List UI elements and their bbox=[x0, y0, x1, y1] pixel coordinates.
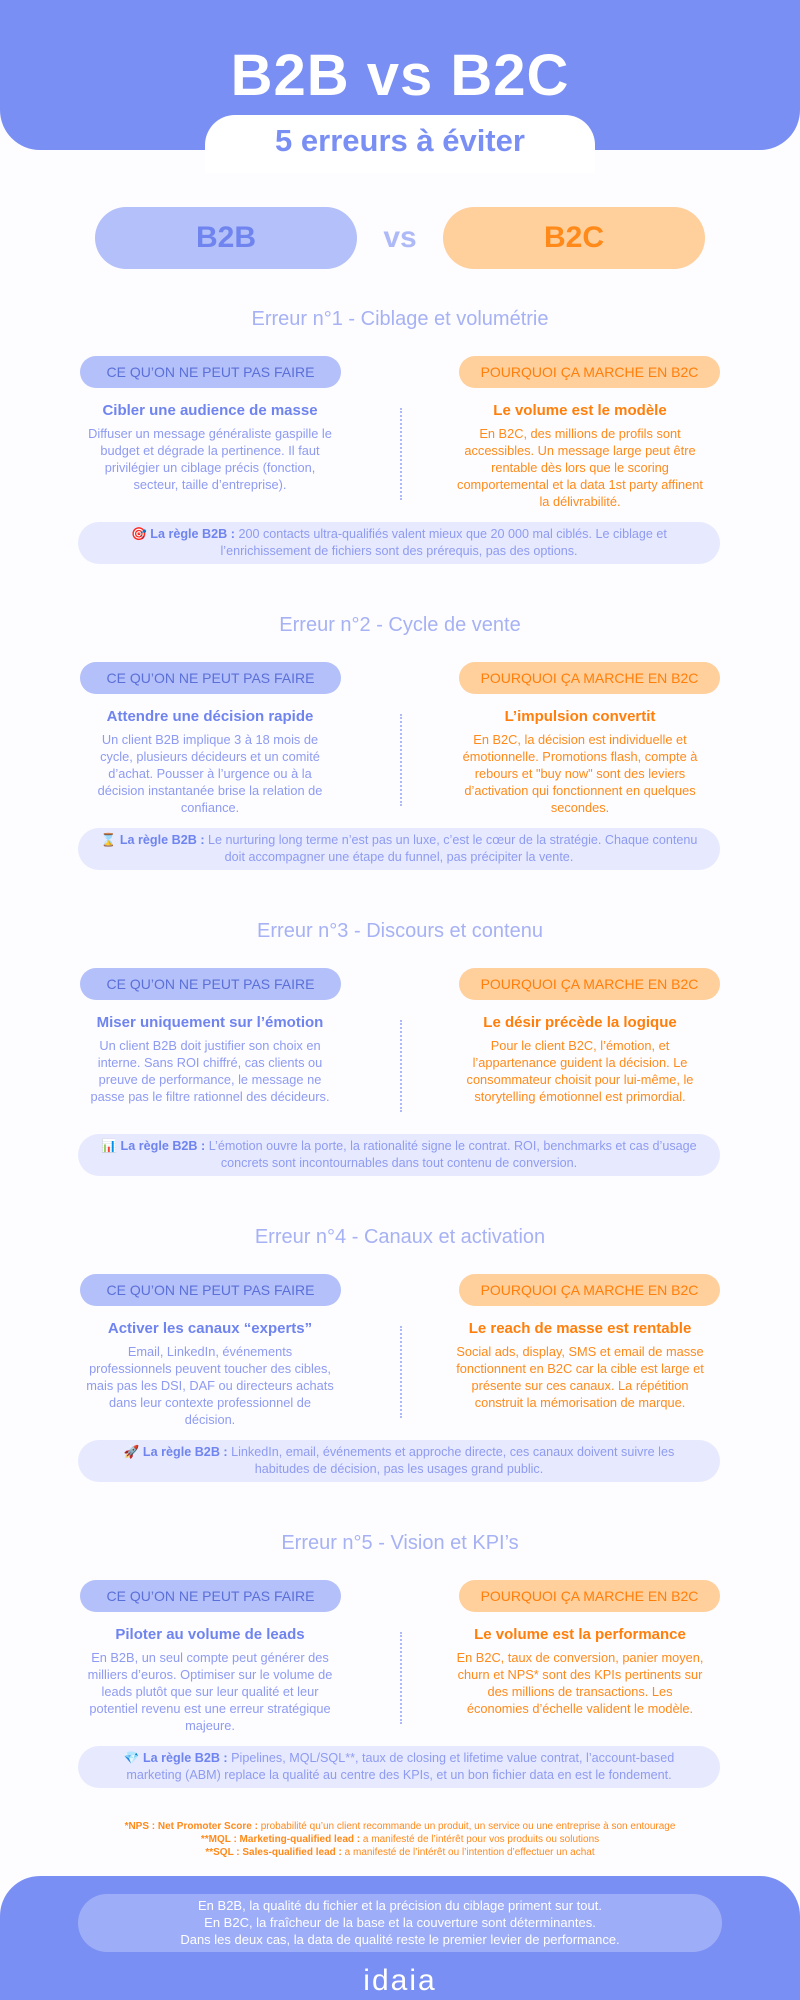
rule-text: LinkedIn, email, événements et approche directe, ces canaux doivent suivre les habitudes de décision, pas les usages grand public. bbox=[231, 1445, 675, 1476]
footer-summary bbox=[78, 1894, 722, 1952]
rule-icon: ⌛ bbox=[100, 833, 117, 847]
rule-text: L’émotion ouvre la porte, la rationalité signe le contrat. ROI, benchmarks et cas d’usage concrets sont incontournables dans tout contenu de conversion. bbox=[208, 1139, 697, 1170]
b2b-text: En B2B, un seul compte peut générer des milliers d’euros. Optimiser sur le volume de leads plutôt que sur leur qualité et leur potentiel revenu est une erreur stratégique majeure. bbox=[87, 1650, 333, 1733]
error-section-1 bbox=[0, 308, 800, 588]
b2b-text: Diffuser un message généraliste gaspille le budget et dégrade la pertinence. Il faut privilégier un ciblage précis (fonction, secteur, taille d’entreprise). bbox=[88, 426, 332, 492]
b2b-rule-box bbox=[78, 522, 720, 564]
b2b-text: Un client B2B doit justifier son choix en interne. Sans ROI chiffré, cas clients ou preuve de performance, le message ne passe pas le filtre rationnel des décideurs. bbox=[90, 1038, 330, 1104]
section-title: Erreur n°2 - Cycle de vente bbox=[279, 614, 521, 636]
why-b2c-label: POURQUOI ÇA MARCHE EN B2C bbox=[459, 356, 720, 388]
b2c-text: En B2C, taux de conversion, panier moyen, churn et NPS* sont des KPIs pertinents sur des millions de transactions. Les économies d’échelle valident le modèle. bbox=[456, 1650, 704, 1716]
b2b-column bbox=[85, 1014, 335, 1105]
b2c-heading: Le volume est le modèle bbox=[493, 402, 667, 419]
cannot-do-label: CE QU’ON NE PEUT PAS FAIRE bbox=[80, 1274, 341, 1306]
b2c-text: En B2C, des millions de profils sont accessibles. Un message large peut être rentable dès lors que le scoring comportemental et la data 1st party affinent la délivrabilité. bbox=[457, 426, 703, 509]
rule-icon: 📊 bbox=[101, 1139, 118, 1153]
b2c-heading: Le désir précède la logique bbox=[483, 1014, 677, 1031]
b2b-text: Email, LinkedIn, événements professionnels peuvent toucher des cibles, mais pas les DSI, DAF ou directeurs achats dans leur contexte professionnel de décision. bbox=[86, 1344, 334, 1427]
error-section-4 bbox=[0, 1226, 800, 1506]
page-title: B2B vs B2C bbox=[230, 43, 570, 108]
why-b2c-label: POURQUOI ÇA MARCHE EN B2C bbox=[459, 662, 720, 694]
cannot-do-label: CE QU’ON NE PEUT PAS FAIRE bbox=[80, 968, 341, 1000]
b2c-heading: L’impulsion convertit bbox=[504, 708, 656, 725]
rule-icon: 🎯 bbox=[131, 527, 147, 541]
b2c-column bbox=[455, 1014, 705, 1105]
b2b-rule-box bbox=[78, 828, 720, 870]
b2b-rule-box bbox=[78, 1134, 720, 1176]
rule-icon: 💎 bbox=[123, 1751, 140, 1765]
cannot-do-label: CE QU’ON NE PEUT PAS FAIRE bbox=[80, 662, 341, 694]
column-divider bbox=[400, 408, 402, 500]
b2b-rule-box bbox=[78, 1440, 720, 1482]
error-section-3 bbox=[0, 920, 800, 1200]
cannot-do-label: CE QU’ON NE PEUT PAS FAIRE bbox=[80, 1580, 341, 1612]
footnote-sql: **SQL : Sales-qualified lead : a manifesté de l’intérêt ou l’intention d’effectuer un achat bbox=[205, 1847, 595, 1858]
b2c-text: Social ads, display, SMS et email de masse fonctionnent en B2C car la cible est large et présente sur ces canaux. La répétition construit la mémorisation de marque. bbox=[456, 1344, 704, 1410]
b2c-column bbox=[455, 402, 705, 510]
b2c-text: Pour le client B2C, l’émotion, et l’appartenance guident la décision. Le consommateur choisit pour lui-même, le storytelling émotionnel est primordial. bbox=[466, 1038, 694, 1104]
error-section-2 bbox=[0, 614, 800, 894]
section-title: Erreur n°5 - Vision et KPI’s bbox=[281, 1532, 519, 1554]
why-b2c-label: POURQUOI ÇA MARCHE EN B2C bbox=[459, 1274, 720, 1306]
b2b-column bbox=[85, 402, 335, 493]
footer-line-1: En B2B, la qualité du fichier et la précision du ciblage priment sur tout. bbox=[198, 1898, 602, 1913]
footnote-nps: *NPS : Net Promoter Score : probabilité qu’un client recommande un produit, un service ou une entreprise à son entourage bbox=[124, 1821, 676, 1832]
b2c-column bbox=[455, 708, 705, 816]
b2c-column bbox=[455, 1320, 705, 1411]
footer-line-3: Dans les deux cas, la data de qualité reste le premier levier de performance. bbox=[180, 1932, 620, 1947]
why-b2c-label: POURQUOI ÇA MARCHE EN B2C bbox=[459, 1580, 720, 1612]
rule-prefix: La règle B2B : bbox=[120, 1139, 206, 1153]
b2b-heading: Attendre une décision rapide bbox=[106, 708, 314, 725]
b2b-column bbox=[85, 708, 335, 816]
cannot-do-label: CE QU’ON NE PEUT PAS FAIRE bbox=[80, 356, 341, 388]
section-title: Erreur n°4 - Canaux et activation bbox=[254, 1226, 546, 1248]
column-divider bbox=[400, 714, 402, 806]
b2b-badge: B2B bbox=[95, 207, 357, 269]
footer bbox=[0, 1876, 800, 2000]
vs-row bbox=[0, 207, 800, 269]
section-title: Erreur n°3 - Discours et contenu bbox=[257, 920, 543, 942]
rule-text: Pipelines, MQL/SQL**, taux de closing et lifetime value contrat, l’account-based marketing (ABM) replace la qualité au centre des KPIs, et un bon fichier data en est le fondement. bbox=[126, 1751, 675, 1782]
footnote-mql: **MQL : Marketing-qualified lead : a manifesté de l’intérêt pour vos produits ou solutions bbox=[200, 1834, 600, 1845]
footnotes bbox=[0, 1820, 800, 1859]
b2c-heading: Le volume est la performance bbox=[474, 1626, 686, 1643]
column-divider bbox=[400, 1326, 402, 1418]
b2b-column bbox=[85, 1626, 335, 1734]
column-divider bbox=[400, 1020, 402, 1112]
rule-prefix: La règle B2B : bbox=[150, 527, 235, 541]
rule-text: 200 contacts ultra-qualifiés valent mieux que 20 000 mal ciblés. Le ciblage et l’enrichissement de fichiers sont des prérequis, pas des options. bbox=[220, 527, 667, 558]
rule-prefix: La règle B2B : bbox=[119, 833, 205, 847]
b2c-heading: Le reach de masse est rentable bbox=[468, 1320, 692, 1337]
rule-prefix: La règle B2B : bbox=[142, 1751, 228, 1765]
footer-line-2: En B2C, la fraîcheur de la base et la couverture sont déterminantes. bbox=[204, 1915, 596, 1930]
section-title: Erreur n°1 - Ciblage et volumétrie bbox=[251, 308, 549, 330]
rule-prefix: La règle B2B : bbox=[142, 1445, 228, 1459]
b2b-heading: Activer les canaux “experts” bbox=[107, 1320, 313, 1337]
b2c-badge: B2C bbox=[443, 207, 705, 269]
b2b-heading: Cibler une audience de masse bbox=[102, 402, 318, 419]
b2b-text: Un client B2B implique 3 à 18 mois de cycle, plusieurs décideurs et un comité d’achat. Pousser à l’urgence ou à la décision instantanée brise la relation de confiance. bbox=[97, 732, 323, 815]
why-b2c-label: POURQUOI ÇA MARCHE EN B2C bbox=[459, 968, 720, 1000]
page-subtitle: 5 erreurs à éviter bbox=[205, 115, 595, 173]
b2b-rule-box bbox=[78, 1746, 720, 1788]
column-divider bbox=[400, 1632, 402, 1724]
b2b-column bbox=[85, 1320, 335, 1428]
error-section-5 bbox=[0, 1532, 800, 1812]
b2c-text: En B2C, la décision est individuelle et émotionnelle. Promotions flash, compte à rebours et "buy now" sont des leviers d’activation qui fonctionnent en quelques secondes. bbox=[462, 732, 698, 815]
b2b-heading: Piloter au volume de leads bbox=[115, 1626, 305, 1643]
b2b-heading: Miser uniquement sur l’émotion bbox=[96, 1014, 324, 1031]
vs-label: vs bbox=[383, 221, 417, 254]
rule-icon: 🚀 bbox=[123, 1445, 140, 1459]
b2c-column bbox=[455, 1626, 705, 1717]
idaia-logo: idaia bbox=[363, 1964, 437, 1997]
rule-text: Le nurturing long terme n’est pas un luxe, c’est le cœur de la stratégie. Chaque contenu doit accompagner une étape du funnel, pas précipiter la vente. bbox=[208, 833, 698, 864]
